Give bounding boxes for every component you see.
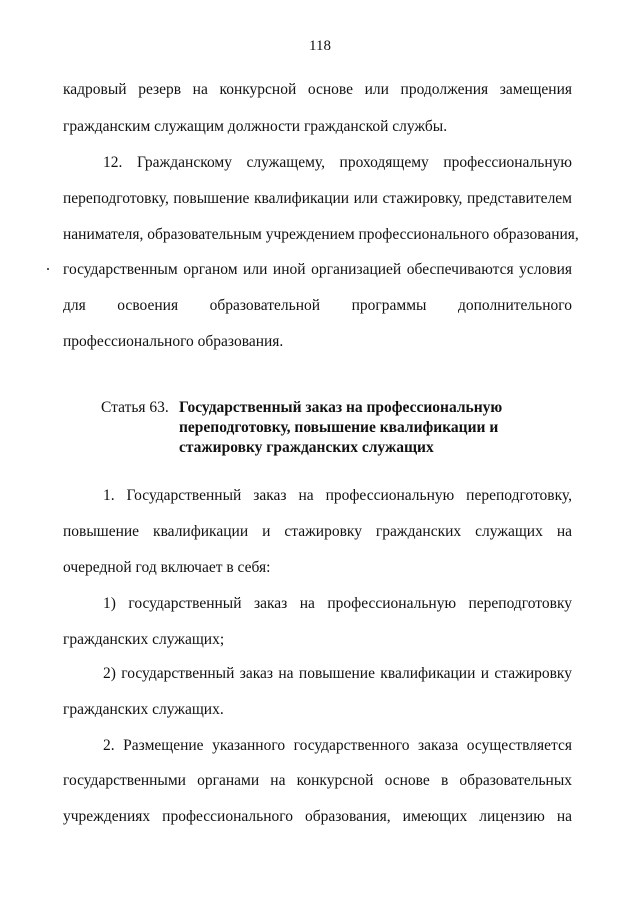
article-title-line: переподготовку, повышение квалификации и: [179, 419, 499, 436]
paragraph-1-start: 1. Государственный заказ на профессиональную переподготовку,: [103, 487, 572, 504]
scan-speck: [47, 268, 49, 270]
paragraph-2-start: 2. Размещение указанного государственного заказа осуществляется: [103, 737, 572, 754]
text-line: гражданским служащим должности гражданской службы.: [63, 118, 448, 135]
article-title-line: стажировку гражданских служащих: [179, 439, 434, 456]
text-line: для освоения образовательной программы дополнительного: [63, 297, 572, 314]
text-line: профессионального образования.: [63, 333, 284, 350]
text-line: гражданских служащих;: [63, 631, 225, 648]
text-line: очередной год включает в себя:: [63, 559, 271, 576]
page-number: 118: [309, 38, 331, 54]
paragraph-12-start: 12. Гражданскому служащему, проходящему профессиональную: [103, 154, 572, 171]
text-line: государственным органом или иной организацией обеспечиваются условия: [63, 261, 572, 278]
text-line: государственными органами на конкурсной основе в образовательных: [63, 772, 572, 789]
text-line: переподготовку, повышение квалификации или стажировку, представителем: [63, 190, 572, 207]
text-line: кадровый резерв на конкурсной основе или продолжения замещения: [63, 81, 572, 98]
list-item-2-start: 2) государственный заказ на повышение квалификации и стажировку: [103, 665, 572, 682]
article-title: [179, 398, 519, 458]
text-line: учреждениях профессионального образования, имеющих лицензию на: [63, 808, 572, 825]
text-line: гражданских служащих.: [63, 701, 224, 718]
list-item-1-start: 1) государственный заказ на профессиональную переподготовку: [103, 595, 572, 612]
text-line: повышение квалификации и стажировку гражданских служащих на: [63, 523, 572, 540]
text-line: нанимателя, образовательным учреждением профессионального образования,: [63, 226, 579, 243]
article-title-line: Государственный заказ на профессиональную: [179, 399, 503, 416]
article-label: Статья 63.: [101, 399, 169, 416]
